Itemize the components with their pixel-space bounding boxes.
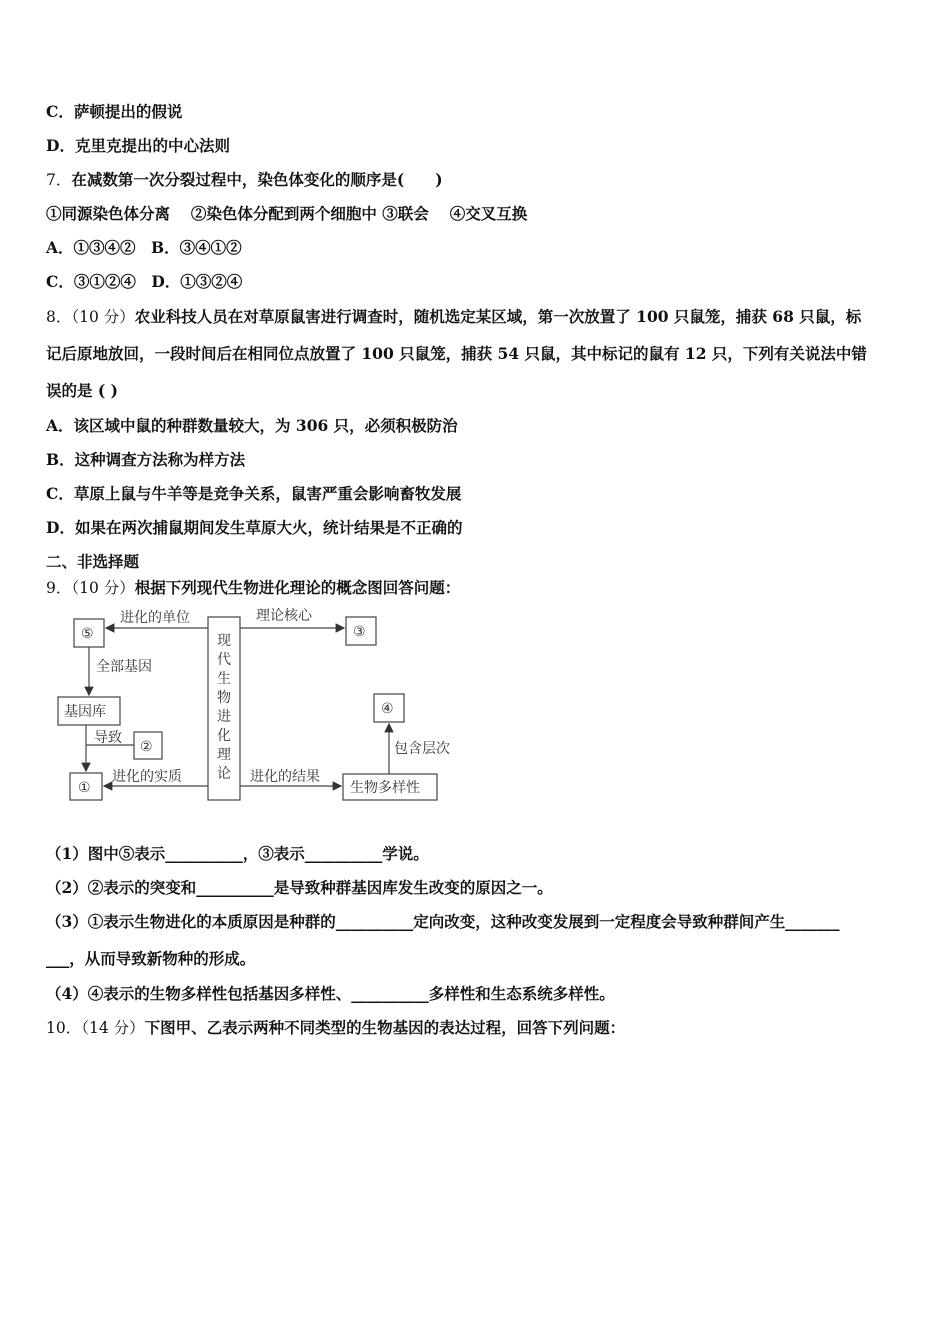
question-9-part3-cont: ___，从而导致新物种的形成。 bbox=[46, 949, 256, 968]
question-9-part3: （3）①表示生物进化的本质原因是种群的__________定向改变，这种改变发展到一定程度会导致种群间产生_______ bbox=[46, 912, 840, 931]
question-number: 10．（14 分） bbox=[46, 1019, 145, 1037]
option-c: C．萨顿提出的假说 bbox=[46, 102, 183, 121]
question-number: 9．（10 分） bbox=[46, 579, 135, 597]
option-a: A．该区域中鼠的种群数量较大，为 306 只，必须积极防治 bbox=[46, 416, 458, 435]
question-number: 7． bbox=[46, 171, 72, 189]
cause-label: 导致 bbox=[94, 730, 122, 746]
center-char: 生 bbox=[217, 671, 231, 687]
question-text: 下图甲、乙表示两种不同类型的生物基因的表达过程，回答下列问题： bbox=[144, 1018, 626, 1037]
question-7-items: ①同源染色体分离 ②染色体分配到两个细胞中 ③联会 ④交叉互换 bbox=[46, 204, 528, 223]
biodiversity-label: 生物多样性 bbox=[350, 780, 420, 796]
question-text: 农业科技人员在对草原鼠害进行调查时，随机选定某区域，第一次放置了 100 只鼠笼，捕获 68 只鼠，标 bbox=[134, 307, 862, 326]
question-8 bbox=[46, 307, 861, 327]
question-8-line3: 误的是 ( ) bbox=[46, 381, 118, 400]
option-b: B．这种调查方法称为样方法 bbox=[46, 450, 246, 469]
evolution-concept-map bbox=[50, 605, 470, 810]
all-genes-label: 全部基因 bbox=[96, 659, 152, 675]
question-9-part1: （1）图中⑤表示__________，③表示__________学说。 bbox=[46, 844, 429, 863]
core-label: 理论核心 bbox=[256, 608, 312, 624]
question-number: 8．（10 分） bbox=[46, 308, 135, 326]
section-heading: 二、非选择题 bbox=[46, 552, 140, 571]
question-9-part4: （4）④表示的生物多样性包括基因多样性、__________多样性和生态系统多样性。 bbox=[46, 984, 615, 1003]
center-char: 化 bbox=[217, 728, 231, 744]
unit-label: 进化的单位 bbox=[120, 610, 190, 626]
option-c: C．草原上鼠与牛羊等是竞争关系，鼠害严重会影响畜牧发展 bbox=[46, 484, 462, 503]
center-char: 物 bbox=[217, 690, 231, 706]
option-d: D．克里克提出的中心法则 bbox=[46, 136, 230, 155]
option-ab: A．①③④② B．③④①② bbox=[46, 238, 242, 257]
center-char: 代 bbox=[217, 652, 231, 668]
question-9-part2: （2）②表示的突变和__________是导致种群基因库发生改变的原因之一。 bbox=[46, 878, 553, 897]
question-text: 在减数第一次分裂过程中，染色体变化的顺序是( ) bbox=[71, 170, 443, 189]
question-7 bbox=[46, 170, 443, 190]
gene-pool-label: 基因库 bbox=[64, 704, 106, 720]
option-d: D．如果在两次捕鼠期间发生草原大火，统计结果是不正确的 bbox=[46, 518, 463, 537]
center-char: 进 bbox=[217, 709, 231, 725]
result-label: 进化的结果 bbox=[250, 769, 320, 785]
box-3-label: ③ bbox=[353, 624, 366, 640]
box-2-label: ② bbox=[140, 739, 153, 755]
center-char: 理 bbox=[217, 747, 231, 763]
levels-label: 包含层次 bbox=[394, 741, 450, 757]
box-1-label: ① bbox=[78, 780, 91, 796]
center-char: 现 bbox=[217, 633, 231, 649]
question-9 bbox=[46, 578, 460, 598]
essence-label: 进化的实质 bbox=[112, 769, 182, 785]
box-4-label: ④ bbox=[381, 701, 394, 717]
question-8-line2: 记后原地放回，一段时间后在相同位点放置了 100 只鼠笼，捕获 54 只鼠，其中标记的鼠有 12 只，下列有关说法中错 bbox=[46, 344, 867, 363]
question-10 bbox=[46, 1018, 625, 1038]
center-char: 论 bbox=[217, 766, 231, 782]
question-text: 根据下列现代生物进化理论的概念图回答问题： bbox=[134, 578, 461, 597]
box-5-label: ⑤ bbox=[81, 626, 94, 642]
option-cd: C．③①②④ D．①③②④ bbox=[46, 272, 243, 291]
